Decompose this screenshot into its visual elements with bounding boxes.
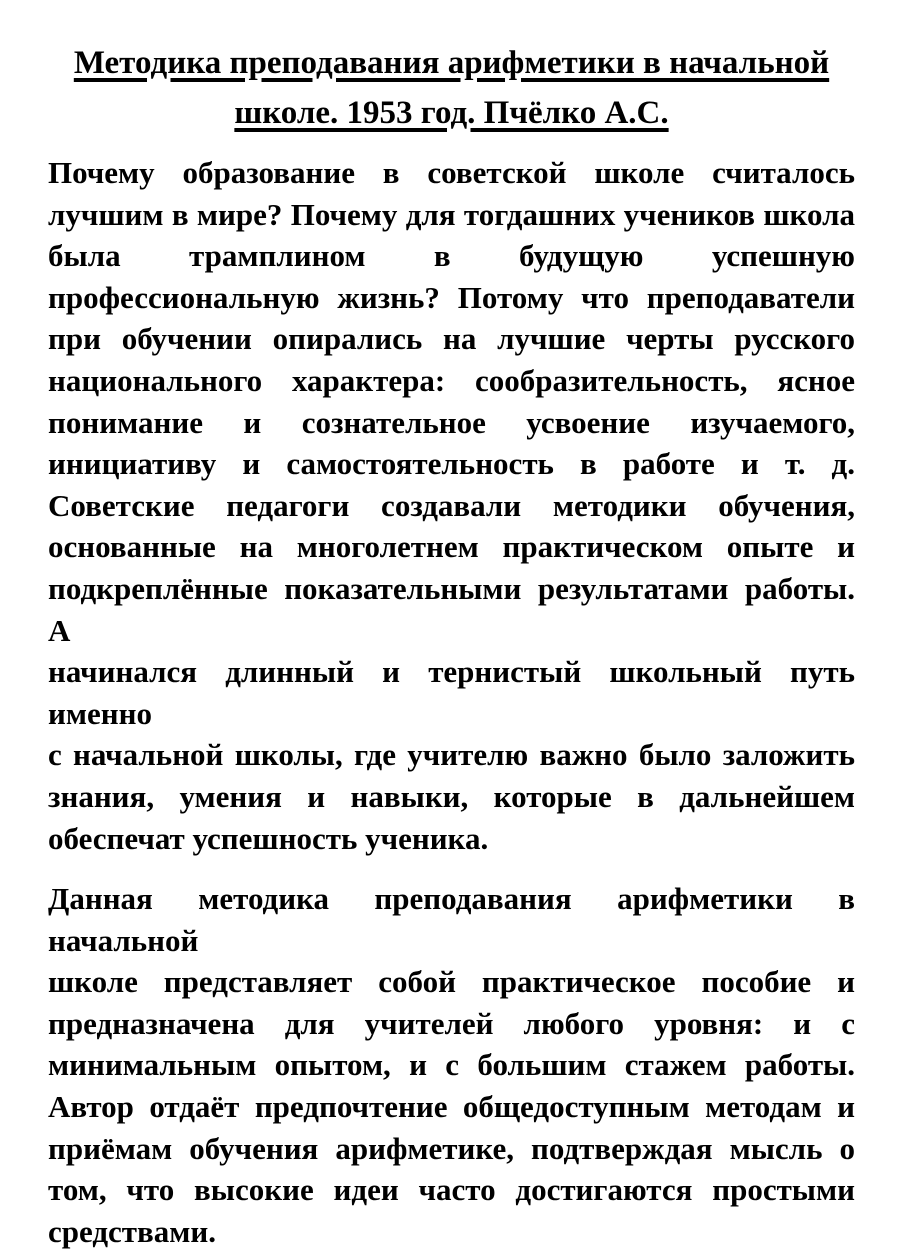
body-line: понимание и сознательное усвоение изучаемого, bbox=[48, 404, 855, 440]
body-line: инициативу и самостоятельность в работе и т. д. bbox=[48, 446, 855, 482]
body-line: национального характера: сообразительность, ясное bbox=[48, 362, 855, 398]
body-line: знания, умения и навыки, которые в дальнейшем bbox=[48, 778, 855, 814]
body-line: приёмам обучения арифметике, подтверждая мысль о bbox=[48, 1130, 855, 1166]
body-line: предназначена для учителей любого уровня: и с bbox=[48, 1005, 855, 1041]
body-line: Автор отдаёт предпочтение общедоступным методам и bbox=[48, 1089, 855, 1125]
body-line: основанные на многолетнем практическом опыте и bbox=[48, 529, 855, 565]
paragraph-1 bbox=[48, 152, 855, 859]
document-title bbox=[48, 38, 855, 138]
body-line: лучшим в мире? Почему для тогдашних учеников школа bbox=[48, 196, 855, 232]
body-line: Советские педагоги создавали методики обучения, bbox=[48, 487, 855, 523]
body-line: профессиональную жизнь? Потому что преподаватели bbox=[48, 279, 855, 315]
body-line: Данная методика преподавания арифметики в начальной bbox=[48, 881, 855, 958]
body-line: была трамплином в будущую успешную bbox=[48, 238, 855, 274]
body-line: средствами. bbox=[48, 1213, 216, 1249]
body-line: начинался длинный и тернистый школьный путь именно bbox=[48, 654, 855, 731]
paragraph-2 bbox=[48, 878, 855, 1252]
title-line bbox=[48, 38, 855, 88]
body-line: обеспечат успешность ученика. bbox=[48, 820, 489, 856]
title-line bbox=[48, 88, 855, 138]
body-line: с начальной школы, где учителю важно было заложить bbox=[48, 737, 855, 773]
body-line: том, что высокие идеи часто достигаются простыми bbox=[48, 1172, 855, 1208]
title-line-text: Методика преподавания арифметики в начальной bbox=[73, 45, 830, 81]
body-line: школе представляет собой практическое пособие и bbox=[48, 964, 855, 1000]
body-line: при обучении опирались на лучшие черты русского bbox=[48, 321, 855, 357]
body-line: Почему образование в советской школе считалось bbox=[48, 155, 855, 190]
body-line: минимальным опытом, и с большим стажем работы. bbox=[48, 1047, 855, 1083]
body-line: подкреплённые показательными результатами работы. А bbox=[48, 570, 855, 648]
title-line-text: школе. 1953 год. Пчёлко А.С. bbox=[234, 95, 669, 131]
